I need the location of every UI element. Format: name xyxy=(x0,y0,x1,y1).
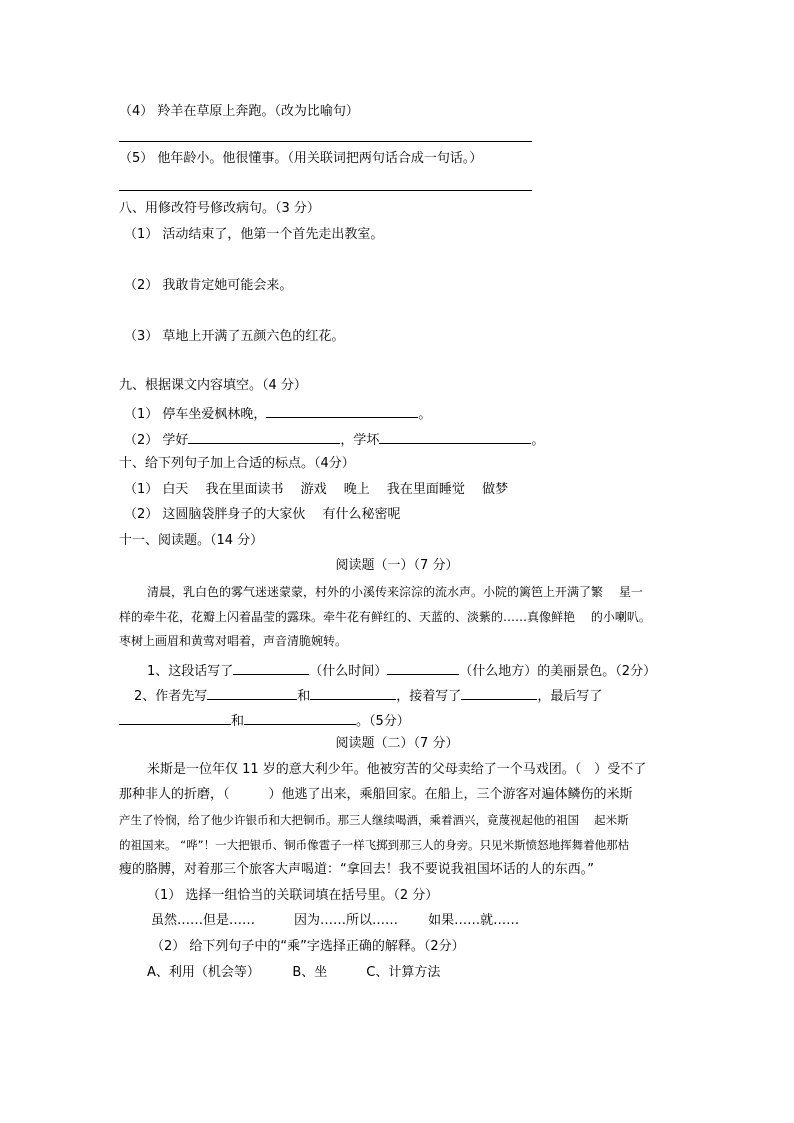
reading2-para-line3: 产生了怜悯，给了他少许银币和大把铜币。那三人继续喝酒，乘着酒兴，竟蔑视起他的祖国 起米斯 xyxy=(119,813,629,827)
reading1-q1-blank-place[interactable] xyxy=(387,660,459,675)
q9-item2-prefix: （2） 学好 xyxy=(124,433,189,448)
reading2-title: 阅读题（二）（7 分） xyxy=(335,736,459,751)
reading2-para-line5: 瘦的胳膊，对着那三个旅客大声喝道：“拿回去！我不要说我祖国坏话的人的东西。” xyxy=(119,862,594,877)
q8-item3: （3） 草地上开满了五颜六色的红花。 xyxy=(124,329,345,344)
q9-item1-prefix: （1） 停车坐爱枫林晚， xyxy=(124,407,267,422)
q10-heading: 十、给下列句子加上合适的标点。（4分） xyxy=(119,456,355,471)
q9-item2-suffix: 。 xyxy=(531,433,545,448)
reading1-para-line2: 样的牵牛花，花瓣上闪着晶莹的露珠。牵牛花有鲜红的、天蓝的、淡紫的……真像鲜艳 的小喇叭。 xyxy=(119,610,651,624)
reading2-para-line4: 的祖国来。 “哗”！一大把银币、铜币像雹子一样飞掷到那三人的身旁。只见米斯愤怒地挥舞着他那枯 xyxy=(119,838,630,852)
q9-item2 xyxy=(124,429,544,450)
reading1-q1-blank-time[interactable] xyxy=(233,660,309,675)
reading1-q2-line1 xyxy=(134,685,602,706)
reading2-q2-options: A、利用（机会等） B、坐 C、计算方法 xyxy=(147,965,441,980)
q9-item2-blank-2[interactable] xyxy=(379,429,531,444)
q7-item4-answer-line[interactable] xyxy=(119,141,532,142)
q9-heading: 九、根据课文内容填空。（4 分） xyxy=(119,378,307,393)
reading1-q1-text-a: 1、这段话写了 xyxy=(147,664,234,679)
q10-item1: （1） 白天 我在里面读书 游戏 晚上 我在里面睡觉 做梦 xyxy=(124,482,509,497)
reading1-title: 阅读题（一）（7 分） xyxy=(335,558,459,573)
reading2-q1-options: 虽然……但是…… 因为……所以…… 如果……就…… xyxy=(151,913,520,928)
q7-item5: （5） 他年龄小。他很懂事。（用关联词把两句话合成一句话。） xyxy=(119,151,483,166)
reading1-q2-text-e: 和 xyxy=(231,714,245,729)
q8-item1: （1） 活动结束了，他第一个首先走出教室。 xyxy=(124,227,384,242)
q9-item2-mid: ，学坏 xyxy=(340,433,380,448)
reading1-q2-blank-1[interactable] xyxy=(207,685,297,700)
reading1-q1-text-c: （什么地方）的美丽景色。（2分） xyxy=(459,664,657,679)
q7-item4: （4） 羚羊在草原上奔跑。（改为比喻句） xyxy=(119,104,359,119)
reading1-q1 xyxy=(147,660,656,681)
q7-item5-answer-line[interactable] xyxy=(119,190,532,191)
reading1-q2-text-d: ，最后写了 xyxy=(537,689,603,704)
q10-item2: （2） 这圆脑袋胖身子的大家伙 有什么秘密呢 xyxy=(124,507,401,522)
reading2-para-line1: 米斯是一位年仅 11 岁的意大利少年。他被穷苦的父母卖给了一个马戏团。（ ）受不了 xyxy=(147,762,647,777)
q9-item2-blank-1[interactable] xyxy=(188,429,340,444)
q9-item1 xyxy=(124,403,431,424)
q8-heading: 八、用修改符号修改病句。（3 分） xyxy=(119,201,320,216)
reading1-q2-text-c: ，接着写了 xyxy=(396,689,462,704)
reading1-q2-blank-5[interactable] xyxy=(244,710,356,725)
reading2-para-line2: 那种非人的折磨，（ ）他逃了出来，乘船回家。在船上，三个游客对遍体鳞伤的米斯 xyxy=(119,787,633,802)
reading1-para-line1: 清晨，乳白色的雾气迷迷蒙蒙，村外的小溪传来淙淙的流水声。小院的篱笆上开满了繁 星一 xyxy=(147,585,643,599)
q9-item1-suffix: 。 xyxy=(418,407,432,422)
reading1-q2-blank-2[interactable] xyxy=(310,685,396,700)
q11-heading: 十一、阅读题。（14 分） xyxy=(119,533,264,548)
reading1-q2-line2 xyxy=(119,710,410,731)
reading1-q2-text-f: 。（5分） xyxy=(356,714,410,729)
reading1-q2-text-b: 和 xyxy=(297,689,311,704)
reading1-q1-text-b: （什么时间） xyxy=(309,664,388,679)
reading2-q2: （2） 给下列句子中的“乘”字选择正确的解释。（2分） xyxy=(151,939,465,954)
reading1-q2-blank-3[interactable] xyxy=(461,685,537,700)
q8-item2: （2） 我敢肯定她可能会来。 xyxy=(124,278,293,293)
q9-item1-blank[interactable] xyxy=(266,403,418,418)
reading1-q2-text-a: 2、作者先写 xyxy=(134,689,208,704)
reading2-q1: （1） 选择一组恰当的关联词填在括号里。（2 分） xyxy=(147,888,439,903)
reading1-para-line3: 枣树上画眉和黄莺对唱着，声音清脆婉转。 xyxy=(119,634,348,648)
reading1-q2-blank-4[interactable] xyxy=(119,710,231,725)
